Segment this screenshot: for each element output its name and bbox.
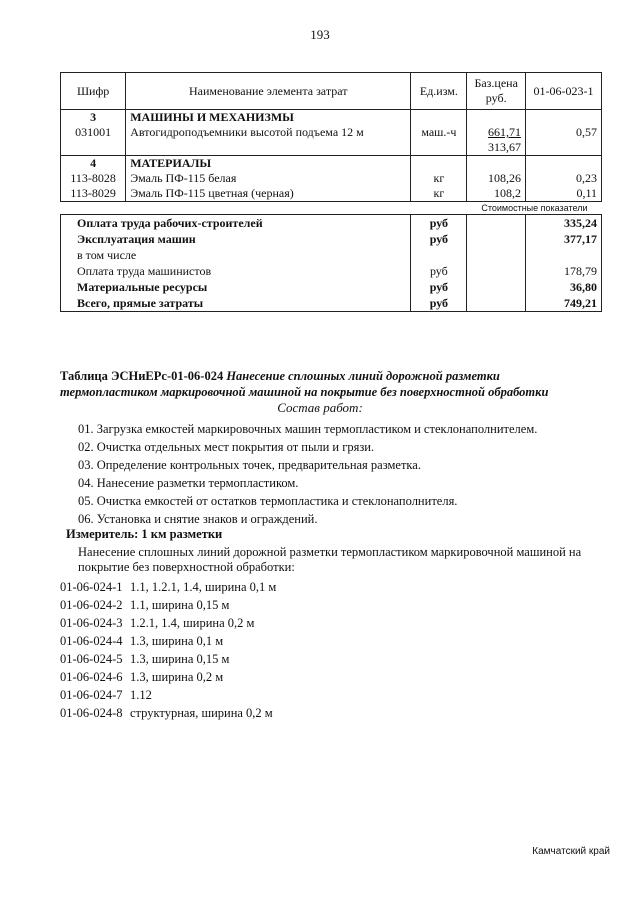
summary-label: Оплата труда рабочих-строителей: [61, 215, 411, 232]
section-number: 4: [61, 156, 126, 172]
row-code: 113-8028: [61, 171, 126, 186]
work-item: 06. Установка и снятие знаков и ограждений.: [78, 512, 318, 526]
indicators-row: [61, 202, 602, 215]
header-item-code: 01-06-023-1: [525, 73, 601, 110]
work-item: 03. Определение контрольных точек, предварительная разметка.: [78, 458, 421, 472]
summary-unit: руб: [411, 215, 467, 232]
row-unit: кг: [411, 186, 467, 202]
code-id: 01-06-024-3: [60, 616, 123, 630]
summary-value: 36,80: [525, 279, 601, 295]
row-unit: кг: [411, 171, 467, 186]
summary-row: [61, 215, 602, 232]
codes-list: [60, 578, 276, 722]
table-header-row: [61, 73, 602, 110]
header-name: Наименование элемента затрат: [126, 73, 411, 110]
code-id: 01-06-024-1: [60, 580, 123, 594]
summary-row: [61, 263, 602, 279]
section-title: МАШИНЫ И МЕХАНИЗМЫ: [126, 110, 411, 126]
row-name: Автогидроподъемники высотой подъема 12 м: [126, 125, 411, 156]
code-desc: 1.3, ширина 0,1 м: [130, 634, 224, 648]
row-name: Эмаль ПФ-115 белая: [126, 171, 411, 186]
section-header-materials: [61, 156, 602, 172]
summary-unit: руб: [411, 295, 467, 312]
summary-value: 335,24: [525, 215, 601, 232]
row-price-primary: 661,71: [487, 125, 521, 139]
summary-row: [61, 295, 602, 312]
summary-value: 749,21: [525, 295, 601, 312]
code-desc: 1.12: [130, 688, 152, 702]
code-id: 01-06-024-2: [60, 598, 123, 612]
code-id: 01-06-024-6: [60, 670, 123, 684]
summary-unit: руб: [411, 263, 467, 279]
header-code: Шифр: [61, 73, 126, 110]
table-title-text-line2: термопластиком маркировочной машиной на покрытие без поверхностной обработки: [60, 385, 549, 399]
summary-label: Оплата труда машинистов: [61, 263, 411, 279]
row-price: 108,26: [467, 171, 525, 186]
summary-label: Всего, прямые затраты: [61, 295, 411, 312]
table-title-label: Таблица ЭСНиЕРс-01-06-024: [60, 369, 224, 383]
composition-title: Состав работ:: [277, 400, 363, 415]
cost-table: [60, 72, 602, 312]
code-desc: 1.1, 1.2.1, 1.4, ширина 0,1 м: [130, 580, 277, 594]
code-desc: 1.1, ширина 0,15 м: [130, 598, 230, 612]
table-row: [61, 186, 602, 202]
page-number: 193: [310, 27, 330, 42]
header-base-price: Баз.цена руб.: [467, 73, 525, 110]
table-title-text-line1: Нанесение сплошных линий дорожной разметки: [226, 369, 500, 383]
section-number: 3: [61, 110, 126, 126]
footer-region: Камчатский край: [532, 846, 610, 857]
summary-label: Эксплуатация машин: [61, 231, 411, 247]
row-price: 108,2: [467, 186, 525, 202]
code-item: [60, 704, 276, 722]
table-title: [60, 368, 620, 400]
summary-value: 178,79: [525, 263, 601, 279]
row-price-secondary: 313,67: [487, 140, 521, 154]
code-desc: 1.3, ширина 0,2 м: [130, 670, 224, 684]
summary-unit: руб: [411, 231, 467, 247]
section-title: МАТЕРИАЛЫ: [126, 156, 411, 172]
row-value: 0,23: [525, 171, 601, 186]
section-header-machines: [61, 110, 602, 126]
row-name: Эмаль ПФ-115 цветная (черная): [126, 186, 411, 202]
row-price: [467, 125, 525, 156]
work-item: 01. Загрузка емкостей маркировочных машин термопластиком и стеклонаполнителем.: [78, 422, 538, 436]
row-value: 0,11: [525, 186, 601, 202]
work-item: 04. Нанесение разметки термопластиком.: [78, 476, 299, 490]
code-item: [60, 650, 276, 668]
header-unit: Ед.изм.: [411, 73, 467, 110]
summary-label: Материальные ресурсы: [61, 279, 411, 295]
code-item: [60, 578, 276, 596]
summary-value: 377,17: [525, 231, 601, 247]
work-item: 02. Очистка отдельных мест покрытия от пыли и грязи.: [78, 440, 375, 454]
works-list: [78, 420, 537, 528]
code-desc: структурная, ширина 0,2 м: [130, 706, 273, 720]
row-code: 031001: [61, 125, 126, 156]
table-row: [61, 171, 602, 186]
code-desc: 1.2.1, 1.4, ширина 0,2 м: [130, 616, 255, 630]
description: Нанесение сплошных линий дорожной разметки термопластиком маркировочной машиной на покрытие без поверхностной обработки:: [78, 545, 582, 574]
summary-row: [61, 247, 602, 263]
code-item: [60, 686, 276, 704]
table-row: [61, 125, 602, 156]
code-item: [60, 632, 276, 650]
code-desc: 1.3, ширина 0,15 м: [130, 652, 230, 666]
code-item: [60, 614, 276, 632]
code-id: 01-06-024-5: [60, 652, 123, 666]
code-item: [60, 668, 276, 686]
row-unit: маш.-ч: [411, 125, 467, 156]
summary-unit: руб: [411, 279, 467, 295]
code-id: 01-06-024-8: [60, 706, 123, 720]
measurer: Измеритель: 1 км разметки: [66, 527, 223, 541]
row-value: 0,57: [525, 125, 601, 156]
summary-row: [61, 279, 602, 295]
summary-label: в том числе: [61, 247, 411, 263]
code-id: 01-06-024-7: [60, 688, 123, 702]
indicators-label: Стоимостные показатели: [61, 202, 602, 215]
row-code: 113-8029: [61, 186, 126, 202]
work-item: 05. Очистка емкостей от остатков термопластика и стеклонаполнителя.: [78, 494, 458, 508]
summary-row: [61, 231, 602, 247]
code-item: [60, 596, 276, 614]
code-id: 01-06-024-4: [60, 634, 123, 648]
